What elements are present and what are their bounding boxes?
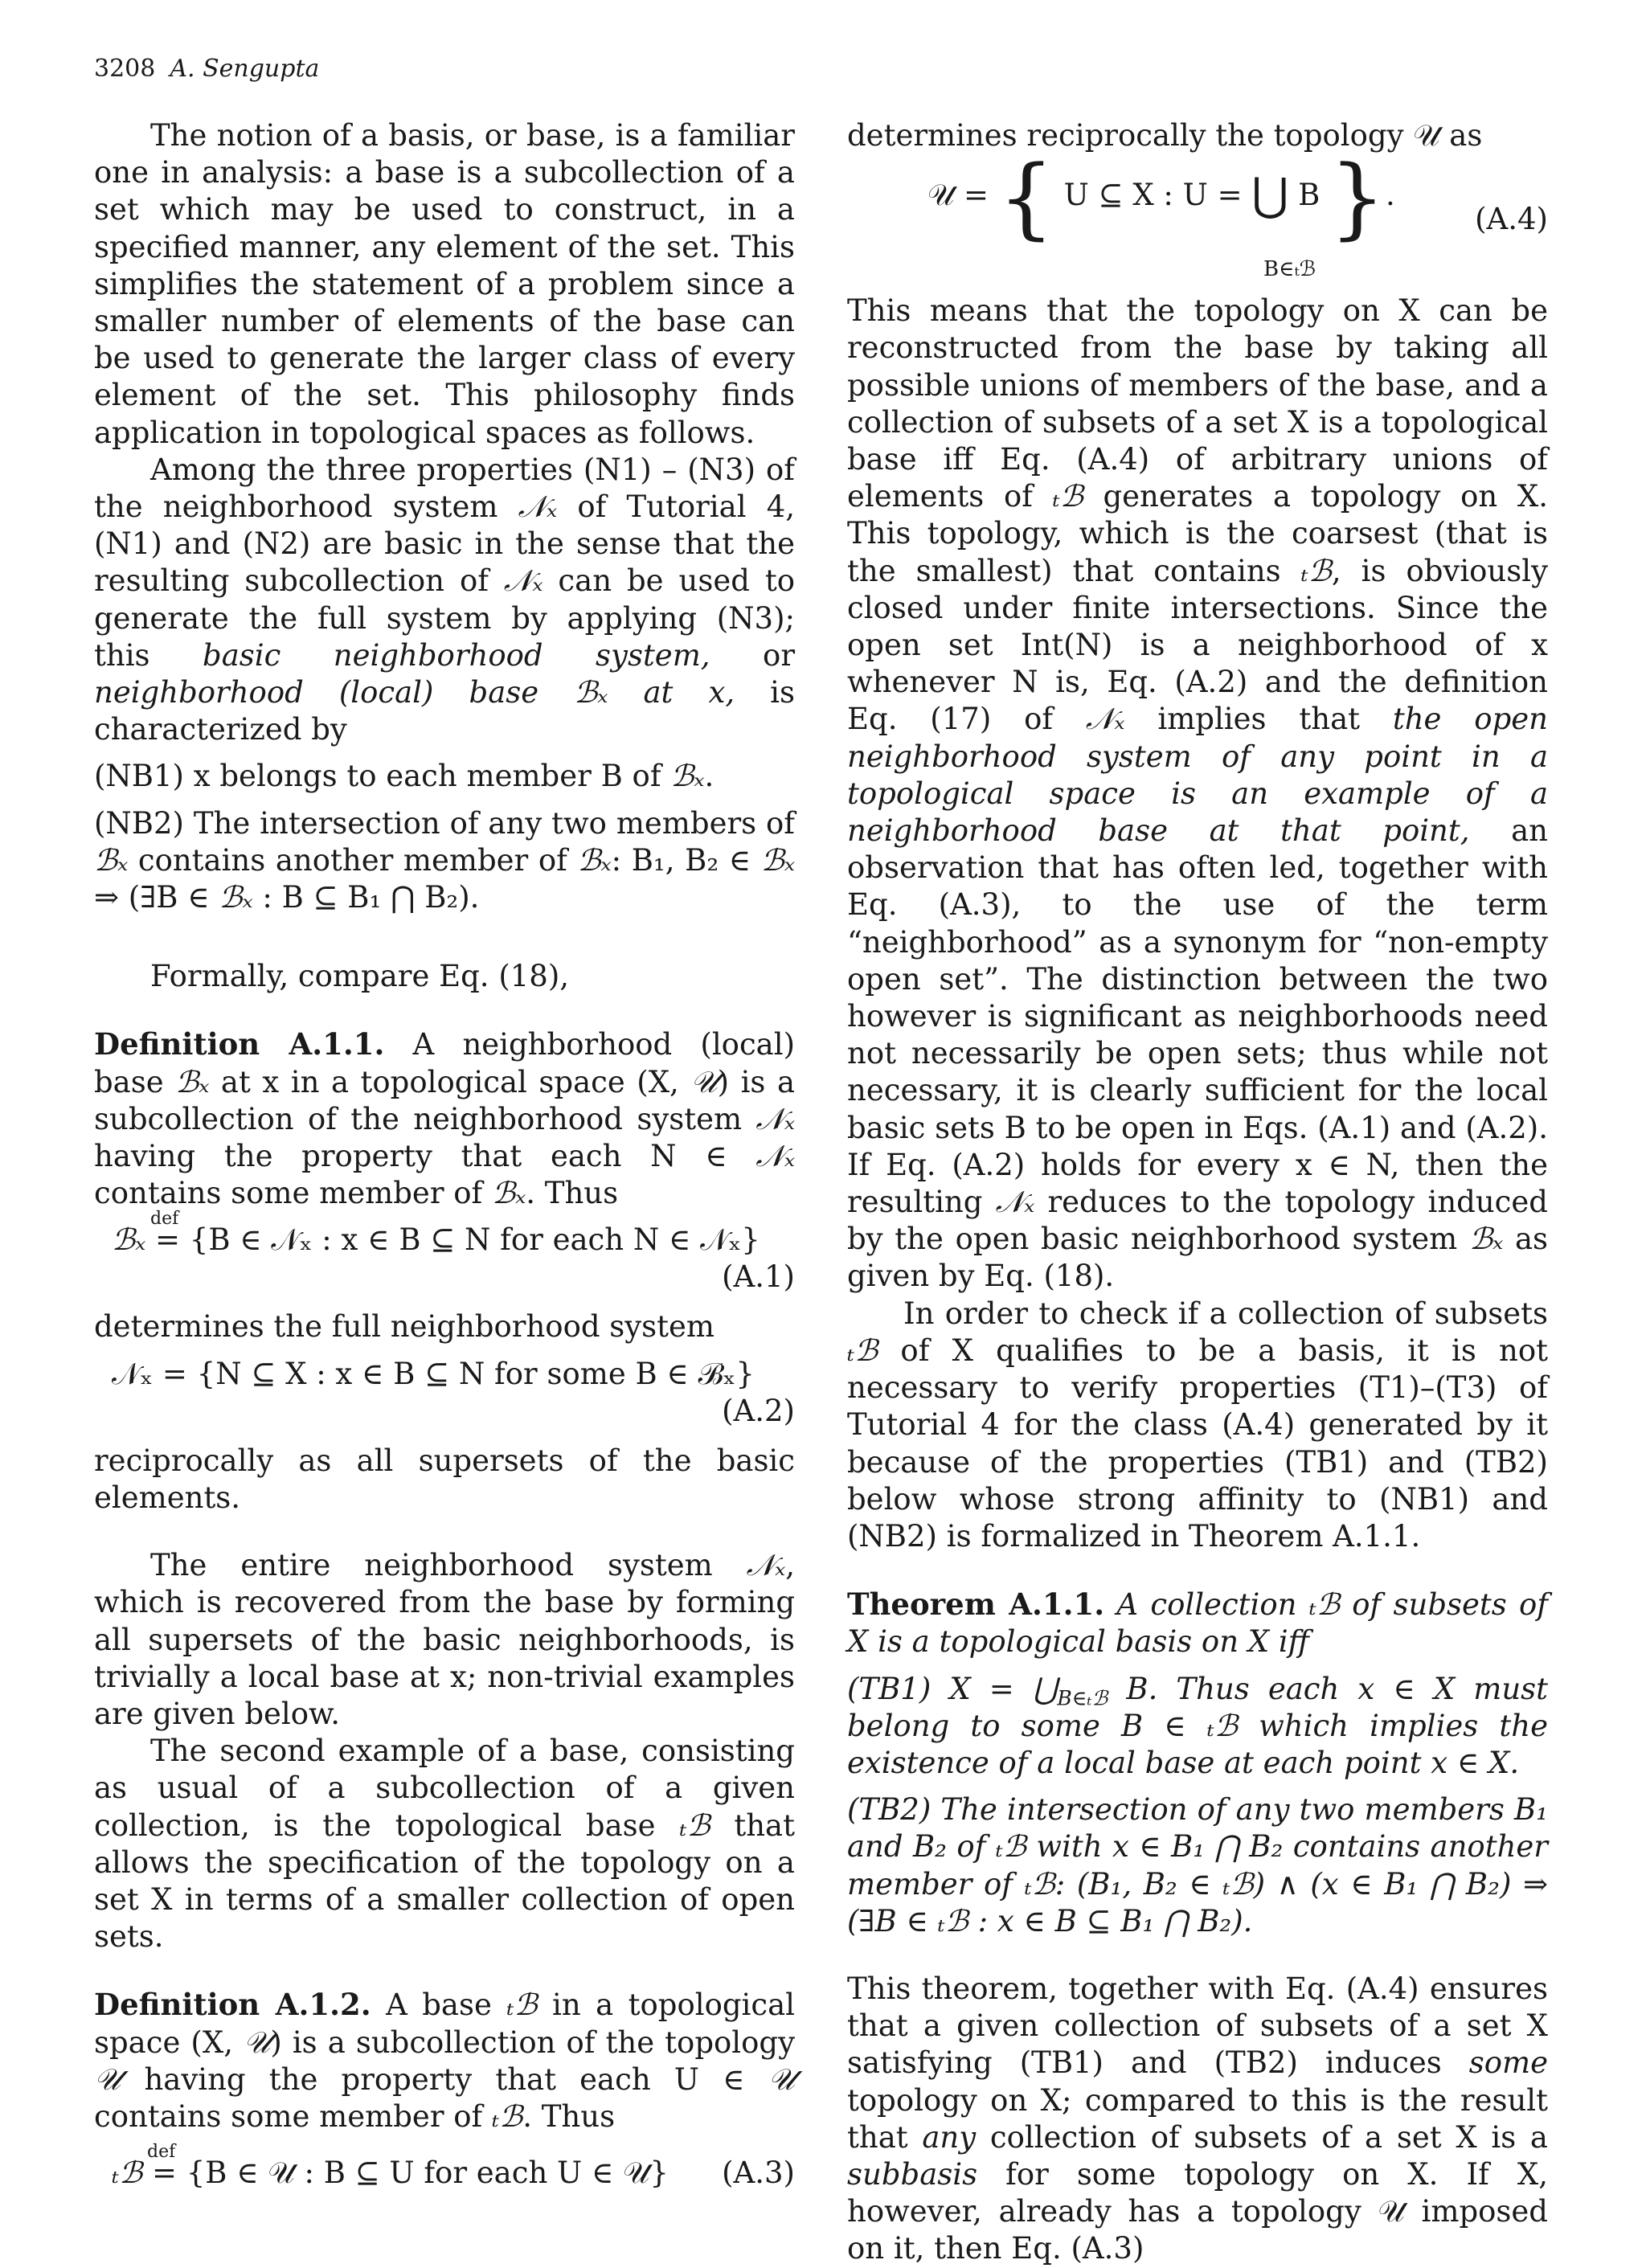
property-nb1: (NB1) x belongs to each member B of ℬₓ.: [94, 759, 714, 794]
definition-label: Definition A.1.1.: [94, 1026, 385, 1062]
equation-a2: 𝒩ₓ = {N ⊆ X : x ∈ B ⊆ N for some B ∈ ℬₓ} (A.2): [94, 1356, 795, 1430]
definition-a-1-2: Definition A.1.2. A base ₜℬ in a topological space (X, 𝒰) is a subcollection of the topology 𝒰 having the property that each U ∈ 𝒰 contains some member of ₜℬ. Thus: [94, 1987, 795, 2134]
paragraph-determines-topology: determines reciprocally the topology 𝒰 as: [847, 118, 1483, 153]
paragraph-theorem-ensures: This theorem, together with Eq. (A.4) ensures that a given collection of subsets of a set X satisfying (TB1) and (TB2) induces some topology on X; compared to this is the result that any collection of subsets of a set X is a subbasis for some topology on X. If X, however, already has a topology 𝒰 imposed on it, then Eq. (A.3): [847, 1971, 1548, 2266]
equation-a1: ℬₓ def = {B ∈ 𝒩ₓ : x ∈ B ⊆ N for each N ∈ 𝒩ₓ} (A.1): [94, 1222, 795, 1296]
definition-label: Definition A.1.2.: [94, 1987, 371, 2023]
page-number: 3208: [94, 55, 156, 83]
right-brace: }: [1329, 145, 1386, 249]
paragraph-formally: Formally, compare Eq. (18),: [150, 959, 570, 994]
union-subscript: B∈ₜℬ: [1263, 257, 1316, 282]
property-tb1: (TB1) $X = ⋃_{B\in_tℬ}$ B. Thus each x ∈ X must belong to some B ∈ ₜℬ which implies the existence of a local base at each point x ∈ X.: [847, 1671, 1549, 1780]
paragraph-second-example: The second example of a base, consisting as usual of a subcollection of a given collection, is the topological base ₜℬ that allows the specification of the topology on a set X in terms of a smaller collection of open sets.: [94, 1734, 795, 1955]
property-tb2: (TB2) The intersection of any two members B₁ and B₂ of ₜℬ with x ∈ B₁ ⋂ B₂ contains another member of ₜℬ: (B₁, B₂ ∈ ₜℬ) ∧ (x ∈ B₁ ⋂ B₂) ⇒ (∃B ∈ ₜℬ : x ∈ B ⊆ B₁ ⋂ B₂).: [847, 1792, 1549, 1938]
theorem-label: Theorem A.1.1.: [847, 1586, 1105, 1623]
union-symbol: ⋃: [1251, 169, 1289, 222]
running-header: [94, 53, 319, 85]
equation-a4: 𝒰 = { U ⊆ X : U = ⋃ B }. B∈ₜℬ (A.4): [847, 161, 1548, 281]
paragraph-supersets: reciprocally as all supersets of the basic elements.: [94, 1443, 795, 1515]
equation-number: (A.2): [722, 1393, 795, 1428]
left-brace: {: [997, 145, 1054, 249]
theorem-a-1-1: Theorem A.1.1. A collection ₜℬ of subsets of X is a topological basis on X iff: [847, 1586, 1548, 1660]
paragraph-entire-system: The entire neighborhood system 𝒩ₓ, which is recovered from the base by forming all supersets of the basic neighborhoods, is trivially a local base at x; non-trivial examples are given below.: [94, 1548, 795, 1731]
equation-number: (A.1): [722, 1259, 795, 1295]
paragraph-reconstructed: This means that the topology on X can be reconstructed from the base by taking all possible unions of members of the base, and a collection of subsets of a set X is a topological base iff Eq. (A.4) of arbitrary unions of elements of ₜℬ generates a topology on X. This topology, which is the coarsest (that is the smallest) that contains ₜℬ, is obviously closed under finite intersections. Since the open set Int(N) is a neighborhood of x whenever N is, Eq. (A.2) and the definition Eq. (17) of 𝒩ₓ implies that the open neighborhood system of any point in a topological space is an example of a neighborhood base at that point, an observation that has often led, together with Eq. (A.3), to the use of the term “neighborhood” as a synonym for “non-empty open set”. The distinction between the two however is significant as neighborhoods need not necessarily be open sets; thus while not necessary, it is clearly sufficient for the local basic sets B to be open in Eqs. (A.1) and (A.2). If Eq. (A.2) holds for every x ∈ N, then the resulting 𝒩ₓ reduces to the topology induced by the open basic neighborhood system ℬₓ as given by Eq. (18).: [847, 293, 1549, 1294]
equation-number: (A.3): [722, 2155, 795, 2191]
equation-number: (A.4): [1475, 202, 1548, 237]
left-column: [94, 117, 795, 2203]
paragraph-determines: determines the full neighborhood system: [94, 1309, 715, 1345]
paragraph-basis-notion: The notion of a basis, or base, is a familiar one in analysis: a base is a subcollection of a set which may be used to construct, in a specified manner, any element of the set. This simplifies the statement of a problem since a smaller number of elements of the base can be used to generate the larger class of every element of the set. This philosophy finds application in topological spaces as follows.: [94, 118, 795, 450]
running-author: A. Sengupta: [170, 55, 320, 83]
paragraph-neighborhood-base: Among the three properties (N1) – (N3) of the neighborhood system 𝒩ₓ of Tutorial 4, (N1) and (N2) are basic in the sense that the resulting subcollection of 𝒩ₓ can be used to generate the full system by applying (N3); this basic neighborhood system, or neighborhood (local) base ℬₓ at x, is characterized by: [94, 452, 796, 747]
right-column: [847, 117, 1548, 2268]
equation-a3: ₜℬ def = {B ∈ 𝒰 : B ⊆ U for each U ∈ 𝒰} (A.3): [94, 2155, 795, 2192]
property-nb2: (NB2) The intersection of any two members of ℬₓ contains another member of ℬₓ: B₁, B₂ ∈ ℬₓ ⇒ (∃B ∈ ℬₓ : B ⊆ B₁ ⋂ B₂).: [94, 805, 795, 915]
paragraph-check-basis: In order to check if a collection of subsets ₜℬ of X qualifies to be a basis, it is not necessary to verify properties (T1)–(T3) of Tutorial 4 for the class (A.4) generated by it because of the properties (TB1) and (TB2) below whose strong affinity to (NB1) and (NB2) is formalized in Theorem A.1.1.: [847, 1296, 1548, 1554]
definition-a-1-1: Definition A.1.1. A neighborhood (local) base ℬₓ at x in a topological space (X, 𝒰) is a subcollection of the neighborhood system 𝒩ₓ having the property that each N ∈ 𝒩ₓ contains some member of ℬₓ. Thus: [94, 1026, 796, 1211]
